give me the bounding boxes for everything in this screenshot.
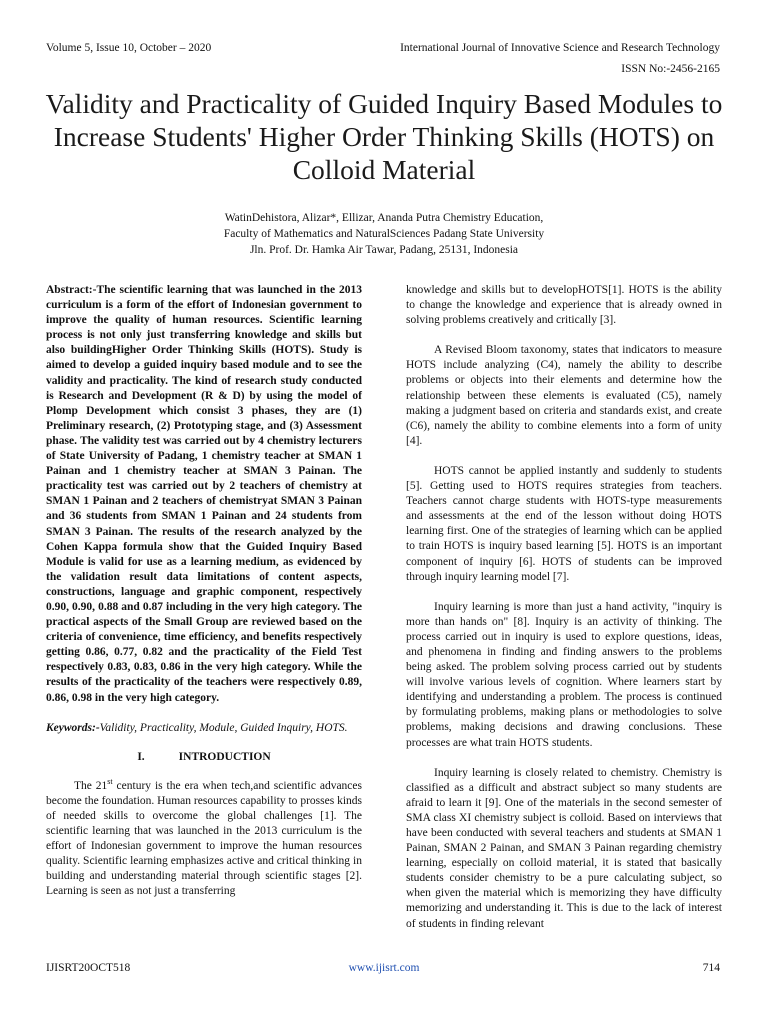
paragraph: Inquiry learning is more than just a hand activity, "inquiry is more than hands on" [8]. Inquiry is an activity of thinking. The process carried out in inquiry is used to explore questions, ideas, and phenomena in finding and finding answers to the problems being asked. The problem solving process carried out by students will involve various levels of cognition. Where learners start by identifying and understanding a problem. The process is continued by formulating problems, making plans or methodologies to solve problems, making decisions and drawing conclusions. These processes are what train HOTS students. xyxy=(406,600,722,749)
journal-name: International Journal of Innovative Science and Research Technology xyxy=(400,42,720,54)
section-title: INTRODUCTION xyxy=(178,750,271,763)
paper-title: Validity and Practicality of Guided Inquiry Based Modules to Increase Students' Higher Order Thinking Skills (HOTS) on Colloid Material xyxy=(45,88,723,185)
paragraph: A Revised Bloom taxonomy, states that indicators to measure HOTS include analyzing (C4), namely the ability to describe problems or objects into their elements and determine how the relationship between these elements is evaluated (C5), namely making a judgment based on criteria and standards exist, and create (C6), namely the ability to combine elements into a form of unity [4]. xyxy=(406,344,722,447)
journal-volume-issue: Volume 5, Issue 10, October – 2020 xyxy=(46,42,212,54)
paragraph: knowledge and skills but to developHOTS[1]. HOTS is the ability to change the knowledge and experience that is already owned in solving problems creatively and critically [3]. xyxy=(406,284,722,327)
section-heading xyxy=(46,750,362,765)
author-names: WatinDehistora, Alizar*, Ellizar, Ananda Putra Chemistry Education, xyxy=(224,212,544,224)
journal-website-link[interactable]: www.ijisrt.com xyxy=(348,962,420,974)
paragraph: HOTS cannot be applied instantly and suddenly to students [5]. Getting used to HOTS requires strategies from teachers. Teachers cannot charge students with HOTS-type measurements and assessments at the end of the lesson without doing HOTS learning first. One of the strategies of learning which can be applied to train HOTS is inquiry based learning [5]. HOTS is an important component of inquiry [6]. HOTS of students can be improved through inquiry learning model [7]. xyxy=(406,464,722,583)
paper-id: IJISRT20OCT518 xyxy=(46,962,131,974)
keywords-text: Validity, Practicality, Module, Guided Inquiry, HOTS. xyxy=(99,721,348,734)
author-address: Jln. Prof. Dr. Hamka Air Tawar, Padang, 25131, Indonesia xyxy=(249,244,519,256)
author-block xyxy=(40,210,728,258)
author-affiliation: Faculty of Mathematics and NaturalSciences Padang State University xyxy=(223,228,545,240)
section-number: I. xyxy=(137,750,145,763)
paragraph: Inquiry learning is closely related to chemistry. Chemistry is classified as a difficult and abstract subject so many students are afraid to learn it [9]. One of the materials in the second semester of SMA class XI chemistry subject is colloid. Based on interviews that have been conducted with several teachers and students at SMAN 1 Painan, SMAN 2 Painan, and SMAN 3 Painan regarding chemistry learning, especially on colloid material, it is stated that basically students consider chemistry to be a pure calculating subject, so when given the material which is memorizing they have difficulty memorizing and understanding it. This is due to the lack of interest of students in finding relevant xyxy=(406,766,722,930)
keywords-label: Keywords:- xyxy=(46,721,100,734)
ordinal-suffix: st xyxy=(107,776,113,786)
issn-number: ISSN No:-2456-2165 xyxy=(621,63,720,75)
page-number: 714 xyxy=(702,962,720,974)
right-column xyxy=(406,283,722,932)
intro-paragraph: The 21st century is the era when tech,and scientific advances become the foundation. Human resources capability to prosses kinds of needed skills to overcome the global challenges [1]. The scientific learning that was launched in the 2013 curriculum is the effort of Indonesian government to improve the human resources quality. Scientific learning emphasizes active and critical thinking in building and understanding material through scientific stages [2]. Learning is seen as not just a transferring xyxy=(46,776,362,898)
keywords xyxy=(46,721,362,736)
left-column xyxy=(46,283,362,900)
abstract: Abstract:-The scientific learning that was launched in the 2013 curriculum is a form of the effort of Indonesian government to improve the quality of human resources. Scientific learning process is not only just transferring knowledge and skills but also buildingHigher Order Thinking Skills (HOTS). Study is aimed to develop a guided inquiry based module and to see the validity and practicality. The kind of research study conducted is Research and Development (R & D) by using the model of Plomp Development which consist 3 phases, they are (1) Preliminary research, (2) Prototyping stage, and (3) Assessment phase. The validity test was carried out by 4 chemistry lecturers of State University of Padang, 1 chemistry teacher at SMAN 1 Painan and 1 chemistry teacher at SMAN 3 Painan. The practicality test was carried out by 2 teachers of chemistry at SMAN 1 Painan and 2 teachers of chemistryat SMAN 3 Painan and 36 students from SMAN 1 Painan and 24 students from SMAN 3 Painan. The results of the research analyzed by the Cohen Kappa formula show that the Guided Inquiry Based Module is valid for use as a learning medium, as evidenced by the validation result data limitations of content aspects, constructions, language and graphic component, respectively 0.90, 0.90, 0.88 and 0.87 including in the very high category. The practical aspects of the Small Group are reviewed based on the criteria of convenience, time efficiency, and benefits respectively getting 0.86, 0.77, 0.82 and the practicality of the Field Test respectively 0.83, 0.83, 0.86 in the very high category. While the results of the practicality of the teachers were respectively 0.89, 0.86, 0.98 in the very high category. xyxy=(46,284,362,704)
